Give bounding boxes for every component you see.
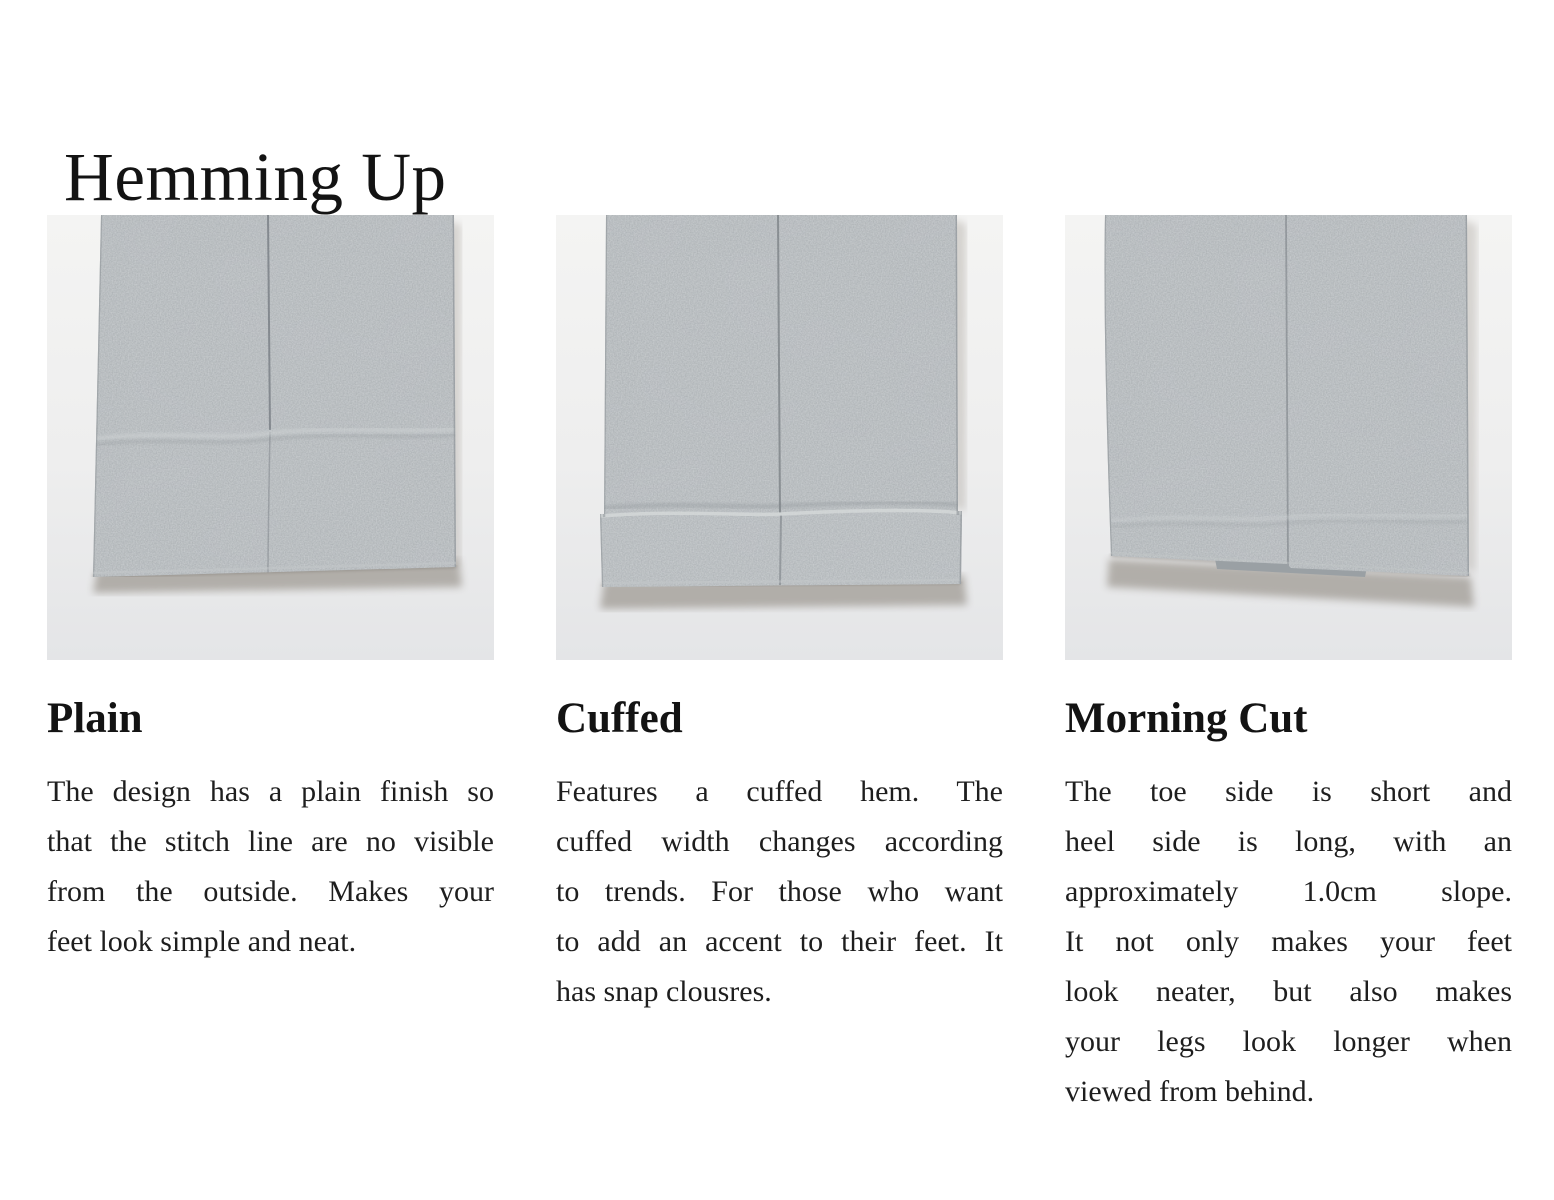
hem-style-column-morning-cut [1065, 215, 1512, 1117]
hem-style-description-morning-cut [1065, 767, 1512, 1117]
description-line: from the outside. Makes your [47, 875, 494, 909]
cuffed-hem-photo [556, 215, 1003, 660]
description-line: Features a cuffed hem. The [556, 775, 1003, 809]
description-line: cuffed width changes according [556, 825, 1003, 859]
description-line: The design has a plain finish so [47, 775, 494, 809]
hem-style-column-cuffed [556, 215, 1003, 1117]
description-line: feet look simple and neat. [47, 925, 357, 959]
plain-hem-photo [47, 215, 494, 660]
hem-style-columns [47, 215, 1512, 1117]
hem-style-heading-cuffed: Cuffed [556, 695, 683, 742]
description-line: It not only makes your feet [1065, 925, 1512, 959]
description-line: your legs look longer when [1065, 1025, 1512, 1059]
description-line: to trends. For those who want [556, 875, 1003, 909]
description-line: has snap clousres. [556, 975, 772, 1009]
description-line: look neater, but also makes [1065, 975, 1512, 1009]
description-line: to add an accent to their feet. It [556, 925, 1003, 959]
description-line: heel side is long, with an [1065, 825, 1512, 859]
hem-style-heading-morning-cut: Morning Cut [1065, 695, 1308, 742]
description-line: The toe side is short and [1065, 775, 1512, 809]
description-line: viewed from behind. [1065, 1075, 1315, 1109]
description-line: approximately 1.0cm slope. [1065, 875, 1512, 909]
hem-style-description-plain [47, 767, 494, 967]
hem-style-column-plain [47, 215, 494, 1117]
morning-cut-hem-photo [1065, 215, 1512, 660]
hem-style-heading-plain: Plain [47, 695, 143, 742]
page-title: Hemming Up [64, 139, 447, 216]
description-line: that the stitch line are no visible [47, 825, 494, 859]
hem-style-description-cuffed [556, 767, 1003, 1017]
